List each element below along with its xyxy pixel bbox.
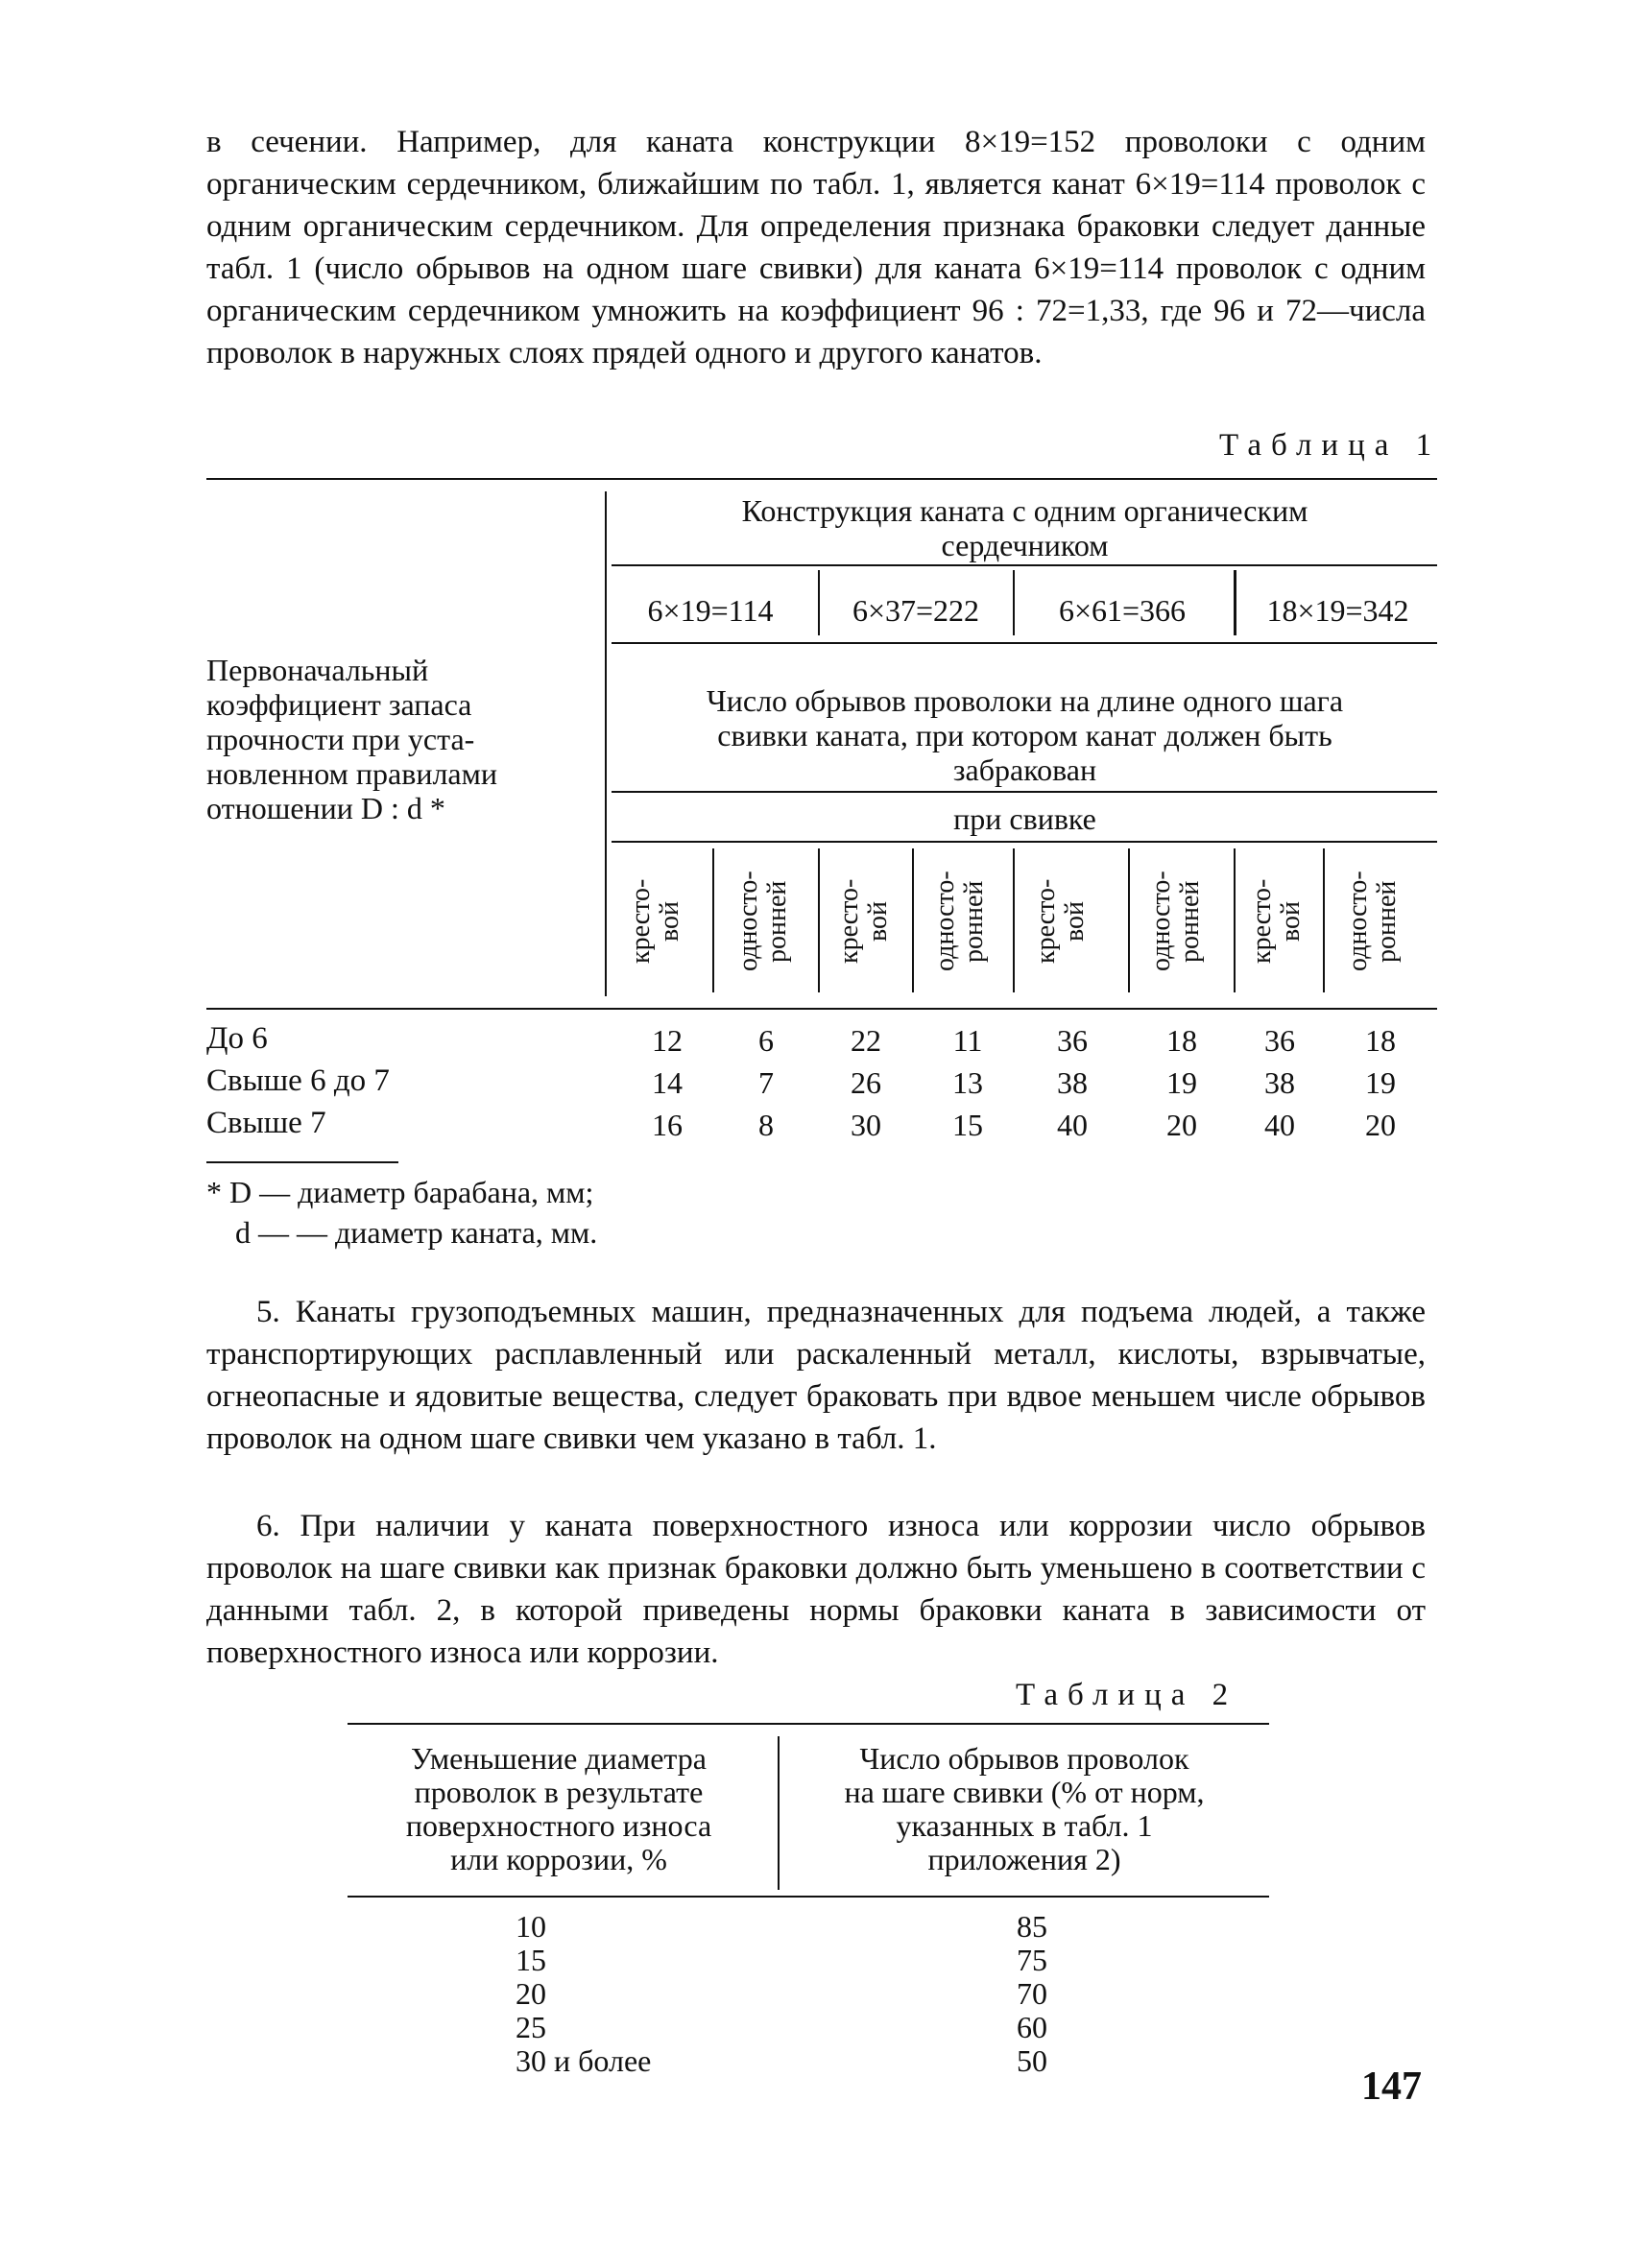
table1-cell: 15 [952, 1108, 983, 1142]
lay-type-cross: кресто- вой [1031, 878, 1090, 965]
table1-cell: 36 [1264, 1023, 1295, 1058]
left-header-line: Первоначальный [206, 653, 429, 687]
table1-cell: 14 [652, 1065, 683, 1100]
footnote-rule [206, 1161, 398, 1163]
breaks-header [614, 683, 1435, 787]
table1-cell: 7 [758, 1065, 774, 1100]
footnote-line: d — — диаметр каната, мм. [235, 1215, 598, 1250]
table1-cell: 8 [758, 1108, 774, 1142]
header-line: или коррозии, % [450, 1842, 667, 1876]
table2-col-divider [778, 1736, 780, 1890]
table2-col2-header [784, 1742, 1264, 1876]
table1-left-header [206, 653, 590, 825]
table1-top-rule [206, 478, 1437, 480]
header-line: на шаге свивки (% от норм, [844, 1775, 1205, 1809]
left-header-line: прочности при уста- [206, 722, 475, 756]
breaks-header-line: забракован [952, 752, 1097, 787]
lay-type-cross: кресто- вой [834, 878, 893, 965]
paragraph-6: 6. При наличии у каната поверхностного износа или коррозии число обрывов проволок на шаге свивки как признак браковки должно быть уменьшено в соответствии с данными табл. 2, в которой приведены нормы браковки каната в зависимости от поверхностного износа или коррозии. [206, 1509, 1426, 1670]
table1-header-bottom-rule [206, 1008, 1437, 1010]
table1 [206, 478, 1437, 1150]
row-label: Свыше 7 [206, 1106, 326, 1140]
construction-6x61: 6×61=366 [1058, 593, 1187, 628]
construction-header [614, 493, 1435, 562]
table2-header-bottom-rule [348, 1896, 1269, 1898]
reduction-value: 20 [516, 1976, 546, 2011]
header-line: Число обрывов проволок [859, 1741, 1189, 1776]
rule [1128, 848, 1130, 992]
table1-cell: 11 [952, 1023, 983, 1058]
rule [818, 848, 820, 992]
row-label: До 6 [206, 1021, 268, 1056]
table1-cell: 20 [1365, 1108, 1396, 1142]
construction-header-line: Конструкция каната с одним органическим [741, 493, 1308, 528]
table1-cell: 36 [1057, 1023, 1088, 1058]
table1-cell: 38 [1057, 1065, 1088, 1100]
reduction-value: 30 и более [516, 2043, 652, 2078]
rule [1234, 848, 1236, 992]
lay-header: при свивке [953, 801, 1096, 836]
construction-18x19: 18×19=342 [1266, 593, 1409, 628]
lay-type-single: односто- ронней [1146, 871, 1205, 972]
table1-cell: 26 [851, 1065, 881, 1100]
rule [912, 848, 914, 992]
rule [1234, 570, 1236, 635]
rule [612, 642, 1437, 644]
rule [612, 564, 1437, 566]
lay-type-single: односто- ронней [930, 871, 989, 972]
table1-cell: 16 [652, 1108, 683, 1142]
rule [612, 841, 1437, 843]
reduction-value: 25 [516, 2010, 546, 2044]
table2-caption: Таблица 2 [1016, 1678, 1238, 1712]
percent-value: 50 [1017, 2043, 1047, 2078]
reduction-value: 15 [516, 1943, 546, 1977]
rule [612, 791, 1437, 793]
construction-6x19: 6×19=114 [647, 593, 774, 628]
intro-paragraph: в сечении. Например, для каната конструкции 8×19=152 проволоки с одним органическим сердечником, ближайшим по табл. 1, является канат 6×19=114 проволок с одним органическим сердечником. Для определения признака браковки следует данные табл. 1 (число обрывов на одном шаге свивки) для каната 6×19=114 проволок с одним органическим сердечником умножить на коэффициент 96 : 72=1,33, где 96 и 72—числа проволок в наружных слоях прядей одного и другого канатов. [206, 125, 1426, 370]
header-line: указанных в табл. 1 [896, 1808, 1153, 1843]
percent-value: 60 [1017, 2010, 1047, 2044]
header-line: Уменьшение диаметра [411, 1741, 707, 1776]
paragraph-5: 5. Канаты грузоподъемных машин, предназначенных для подъема людей, а также транспортирующих расплавленный или раскаленный металл, кислоты, взрывчатые, огнеопасные и ядовитые вещества, следует браковать при вдвое меньшем числе обрывов проволок на одном шаге свивки чем указано в табл. 1. [206, 1295, 1426, 1456]
left-header-line: отношении D : d * [206, 791, 445, 825]
rule [1013, 848, 1015, 992]
table1-cell: 19 [1365, 1065, 1396, 1100]
table2-top-rule [348, 1723, 1269, 1725]
construction-6x37: 6×37=222 [852, 593, 980, 628]
percent-value: 75 [1017, 1943, 1047, 1977]
table1-cell: 40 [1264, 1108, 1295, 1142]
rule [1013, 570, 1015, 635]
table1-cell: 6 [758, 1023, 774, 1058]
percent-value: 70 [1017, 1976, 1047, 2011]
header-line: проволок в результате [414, 1775, 704, 1809]
reduction-value: 10 [516, 1909, 546, 1944]
percent-value: 85 [1017, 1909, 1047, 1944]
table1-cell: 30 [851, 1108, 881, 1142]
table1-cell: 18 [1166, 1023, 1197, 1058]
table1-cell: 12 [652, 1023, 683, 1058]
table1-header-divider [605, 491, 607, 996]
rule [818, 570, 820, 635]
table1-cell: 18 [1365, 1023, 1396, 1058]
table1-cell: 40 [1057, 1108, 1088, 1142]
table2 [348, 1723, 1269, 2107]
rule [712, 848, 714, 992]
left-header-line: новленном правилами [206, 756, 497, 791]
row-label: Свыше 6 до 7 [206, 1063, 390, 1098]
rule [1323, 848, 1325, 992]
breaks-header-line: Число обрывов проволоки на длине одного шага [706, 683, 1344, 718]
lay-type-single: односто- ронней [1343, 871, 1402, 972]
table2-col1-header [348, 1742, 770, 1876]
table1-cell: 38 [1264, 1065, 1295, 1100]
header-line: приложения 2) [927, 1842, 1121, 1876]
construction-header-line: сердечником [941, 528, 1109, 562]
lay-type-cross: кресто- вой [626, 878, 684, 965]
table1-cell: 19 [1166, 1065, 1197, 1100]
breaks-header-line: свивки каната, при котором канат должен быть [717, 718, 1332, 752]
table1-cell: 13 [952, 1065, 983, 1100]
table1-cell: 22 [851, 1023, 881, 1058]
footnote-line: * D — диаметр барабана, мм; [206, 1175, 594, 1209]
lay-type-cross: кресто- вой [1247, 878, 1306, 965]
table1-cell: 20 [1166, 1108, 1197, 1142]
lay-type-single: односто- ронней [733, 871, 792, 972]
page-number: 147 [1361, 2065, 1422, 2109]
left-header-line: коэффициент запаса [206, 687, 472, 722]
table1-caption: Таблица 1 [1219, 428, 1442, 463]
header-line: поверхностного износа [405, 1808, 712, 1843]
